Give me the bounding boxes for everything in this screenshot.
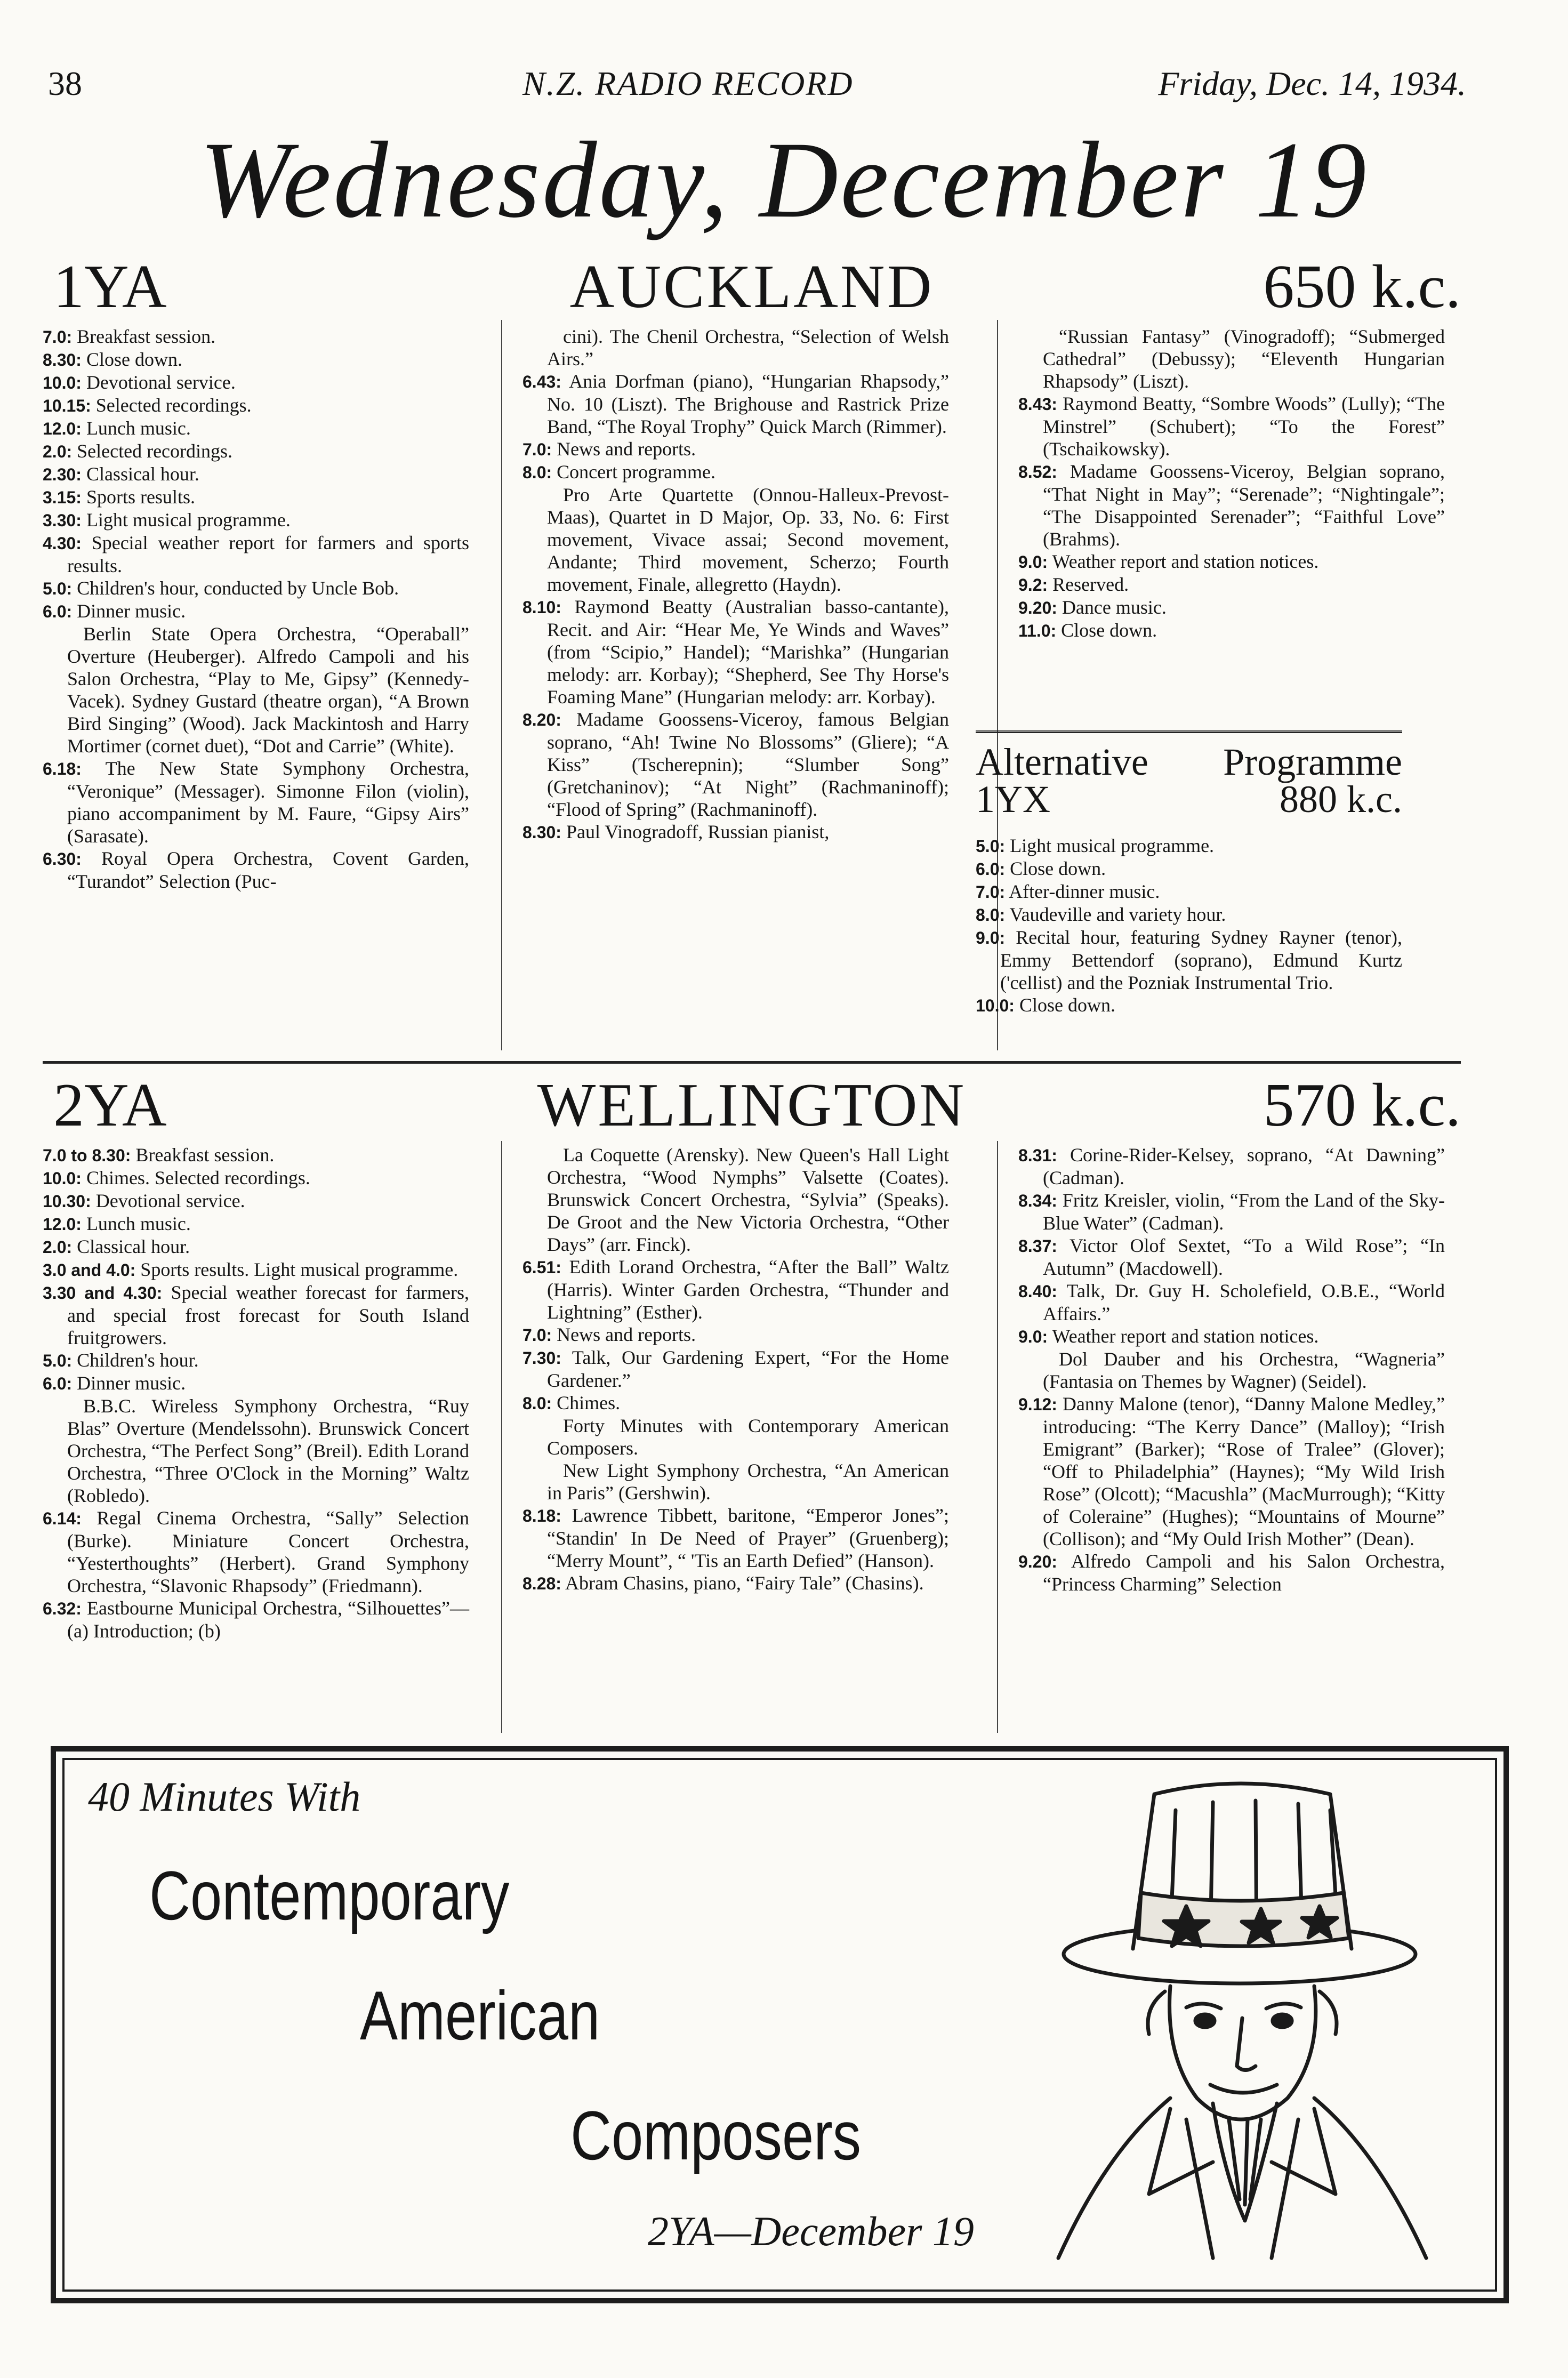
programme-time: 7.0: (522, 440, 552, 459)
programme-time: 10.30: (43, 1192, 91, 1211)
publication-name: N.Z. RADIO RECORD (522, 65, 854, 102)
column-divider (501, 1141, 502, 1733)
wellington-city: WELLINGTON (537, 1071, 967, 1139)
alternative-programme (976, 730, 1403, 1016)
programme-text: Paul Vinogradoff, Russian pianist, (566, 821, 830, 842)
programme-title: Programme (1223, 741, 1402, 783)
ad-line-3: American (360, 1977, 600, 2054)
programme-text: Ania Dorfman (piano), “Hungarian Rhapsody,” No. 10 (Liszt). The Brighouse and Rastrick Prize Band, “The Royal Trophy” Quick March (Rimmer). (547, 371, 949, 437)
wellington-column-3 (1018, 1144, 1445, 1595)
programme-item (43, 325, 469, 348)
programme-time: 2.0: (43, 1238, 73, 1257)
programme-time: 9.0: (976, 928, 1006, 947)
programme-item (43, 348, 469, 371)
programme-time: 8.0: (976, 905, 1006, 925)
programme-time: 8.37: (1018, 1236, 1057, 1256)
programme-item (43, 463, 469, 486)
programme-text: Selected recordings. (95, 395, 252, 416)
programme-text: Selected recordings. (77, 440, 233, 462)
programme-item (976, 926, 1402, 994)
issue-date: Friday, Dec. 14, 1934. (1158, 65, 1466, 102)
programme-item (522, 1392, 949, 1415)
programme-item (43, 1235, 469, 1258)
programme-text: B.B.C. Wireless Symphony Orchestra, “Ruy Blas” Overture (Mendelssohn). Brunswick Concert Orchestra, “The Perfect Song” (Breil). Edith Lorand Orchestra, “Three O'Clock in the Morning” Waltz (Robledo). (67, 1395, 469, 1506)
programme-item (522, 438, 949, 461)
programme-time: 2.0: (43, 442, 73, 461)
programme-text: Eastbourne Municipal Orchestra, “Silhouettes”—(a) Introduction; (b) (67, 1597, 470, 1642)
programme-time: 4.30: (43, 534, 82, 553)
programme-text: Classical hour. (77, 1236, 190, 1257)
programme-item (43, 1167, 469, 1190)
programme-item (43, 1372, 469, 1395)
programme-text: Dol Dauber and his Orchestra, “Wagneria” (Fantasia on Themes by Wagner) (Seidel). (1043, 1348, 1445, 1392)
ad-line-1: 40 Minutes With (88, 1773, 361, 1820)
programme-text: Chimes. Selected recordings. (86, 1167, 310, 1188)
programme-text: Raymond Beatty (Australian basso-cantante), Recit. and Air: “Hear Me, Ye Winds and Waves” (from “Scipio,” Handel); “Marishka” (Hungarian melody: arr. Korbay); “Shepherd, See Thy Horse's Foaming Mane” (Hungarian melody: arr. Korbay). (547, 596, 949, 708)
programme-time: 3.15: (43, 488, 82, 507)
programme-item (43, 440, 469, 463)
programme-item (976, 994, 1402, 1017)
programme-text: News and reports. (557, 438, 696, 460)
programme-time: 8.40: (1018, 1282, 1057, 1301)
programme-text: Vaudeville and variety hour. (1009, 904, 1226, 925)
programme-text: Close down. (1010, 858, 1106, 879)
programme-item (1018, 1280, 1445, 1325)
programme-text: Concert programme. (557, 461, 716, 483)
page-header (48, 53, 1466, 112)
programme-text: Lunch music. (86, 1213, 191, 1234)
programme-time: 10.0: (43, 373, 82, 392)
programme-text: “Russian Fantasy” (Vinogradoff); “Submerged Cathedral” (Debussy); “Eleventh Hungarian Rhapsody” (Liszt). (1043, 326, 1445, 392)
programme-item (522, 708, 949, 821)
programme-time: 6.14: (43, 1509, 82, 1528)
programme-time: 6.0: (43, 602, 73, 621)
programme-item (522, 1256, 949, 1323)
programme-text: Classical hour. (86, 463, 199, 485)
programme-text: Dinner music. (77, 600, 186, 622)
programme-item (1018, 392, 1445, 460)
programme-item (522, 596, 949, 708)
uncle-sam-illustration (1010, 1778, 1469, 2269)
programme-text: Berlin State Opera Orchestra, “Operaball” Overture (Heuberger). Alfredo Campoli and his Salon Orchestra, “Play to Me, Gipsy” (Kennedy-Vacek). Sydney Gustard (theatre organ), “A Brown Bird Singing” (Wood). Jack Mackintosh and Harry Mortimer (cornet duet), “Dot and Carrie” (White). (67, 623, 469, 757)
programme-time: 6.32: (43, 1599, 82, 1618)
programme-item (522, 1504, 949, 1572)
programme-time: 3.30: (43, 511, 82, 530)
programme-text: Raymond Beatty, “Sombre Woods” (Lully); “The Minstrel” (Schubert); “To the Forest” (Tschaikowsky). (1043, 393, 1445, 460)
auckland-column-3 (1018, 325, 1445, 642)
programme-text: After-dinner music. (1009, 881, 1160, 902)
programme-text: Sports results. Light musical programme. (140, 1259, 459, 1280)
programme-item (43, 486, 469, 509)
auckland-frequency: 650 k.c. (1263, 253, 1461, 321)
programme-item (1018, 573, 1445, 596)
programme-item (43, 1144, 469, 1167)
programme-item (1018, 596, 1445, 619)
programme-item (43, 417, 469, 440)
programme-text: Regal Cinema Orchestra, “Sally” Selection (Burke). Miniature Concert Orchestra, “Yesterthoughts” (Herbert). Grand Symphony Orchestra, “Slavonic Rhapsody” (Friedmann). (67, 1507, 469, 1596)
section-rule (43, 1061, 1461, 1064)
programme-time: 8.31: (1018, 1146, 1057, 1165)
programme-item (1018, 1550, 1445, 1595)
programme-text: Devotional service. (95, 1190, 245, 1211)
programme-text: Light musical programme. (1010, 835, 1215, 856)
programme-time: 5.0: (43, 579, 73, 598)
programme-text: News and reports. (557, 1324, 696, 1345)
programme-text: Children's hour. (77, 1349, 199, 1371)
programme-time: 9.12: (1018, 1395, 1057, 1414)
programme-item (43, 847, 469, 893)
programme-item (1018, 1189, 1445, 1234)
programme-time: 6.51: (522, 1258, 561, 1277)
programme-item (43, 371, 469, 394)
programme-time: 9.20: (1018, 598, 1057, 617)
programme-time: 8.10: (522, 598, 561, 617)
programme-time: 6.43: (522, 372, 561, 391)
programme-time: 8.43: (1018, 395, 1057, 414)
programme-time: 6.0: (976, 859, 1006, 879)
programme-text: Danny Malone (tenor), “Danny Malone Medley,” introducing: “The Kerry Dance” (Malloy); “Irish Emigrant” (Barker); “Rose of Tralee” (Glover); “Off to Philadelphia” (Haynes); “My Wild Irish Rose” (Olcott); “Macushla” (MacMurrough); “Kitty of Coleraine” (Hughes); “Mountains of Mourne” (Collison); and “My Ould Irish Mother” (Dean). (1043, 1393, 1445, 1549)
programme-item (522, 1346, 949, 1392)
programme-item (43, 1212, 469, 1235)
programme-time: 5.0: (976, 837, 1006, 856)
programme-item (1018, 1144, 1445, 1189)
programme-text: Forty Minutes with Contemporary American Composers. (547, 1415, 949, 1459)
auckland-column-2 (522, 325, 949, 843)
programme-text: Weather report and station notices. (1052, 1325, 1319, 1347)
programme-item (522, 325, 949, 370)
programme-item (1018, 1393, 1445, 1550)
programme-text: Breakfast session. (135, 1144, 275, 1166)
programme-item (43, 623, 469, 757)
programme-text: Chimes. (557, 1392, 621, 1413)
programme-item (43, 757, 469, 847)
programme-text: Breakfast session. (77, 326, 216, 347)
programme-time: 11.0: (1018, 621, 1057, 640)
programme-time: 3.30 and 4.30: (43, 1283, 163, 1303)
ad-line-5: 2YA—December 19 (648, 2208, 974, 2254)
alternative-title: Alternative (976, 741, 1148, 783)
programme-item (43, 532, 469, 577)
programme-time: 7.30: (522, 1348, 561, 1368)
programme-text: Close down. (1061, 620, 1157, 641)
programme-time: 8.52: (1018, 462, 1057, 481)
programme-text: Madame Goossens-Viceroy, Belgian soprano, “That Night in May”; “Serenade”; “Nightingale”; “The Disappointed Serenader”; “Faithful Love” (Brahms). (1043, 461, 1445, 550)
ad-line-4: Composers (570, 2096, 862, 2174)
programme-time: 6.30: (43, 849, 82, 869)
programme-text: Edith Lorand Orchestra, “After the Ball” Waltz (Harris). Winter Garden Orchestra, “Thunder and Lightning” (Esther). (547, 1256, 950, 1323)
programme-time: 7.0: (43, 327, 73, 347)
programme-text: The New State Symphony Orchestra, “Veronique” (Messager). Simonne Filon (violin), piano accompaniment by M. Faure, “Gipsy Airs” (Sarasate). (67, 758, 469, 847)
programme-time: 8.20: (522, 710, 561, 729)
wellington-header (43, 1069, 1461, 1144)
programme-text: Special weather forecast for farmers, and special frost forecast for South Island fruitgrowers. (67, 1282, 470, 1348)
programme-text: Corine-Rider-Kelsey, soprano, “At Dawning” (Cadman). (1043, 1144, 1445, 1188)
programme-time: 5.0: (43, 1351, 73, 1370)
wellington-column-1 (43, 1144, 469, 1642)
programme-text: Special weather report for farmers and sports results. (67, 532, 469, 576)
programme-text: Close down. (86, 349, 182, 370)
programme-text: Royal Opera Orchestra, Covent Garden, “Turandot” Selection (Puc- (67, 848, 470, 892)
programme-text: Madame Goossens-Viceroy, famous Belgian soprano, “Ah! Twine No Blossoms” (Gliere); “A Kiss” (Tscherepnin); “Slumber Song” (Gretchaninov); “At Night” (Rachmaninoff); “Flood of Spring” (Rachmaninoff). (547, 709, 950, 820)
programme-item (43, 1349, 469, 1372)
programme-time: 8.30: (43, 350, 82, 369)
programme-item (1018, 550, 1445, 573)
programme-text: Devotional service. (86, 372, 236, 393)
programme-item (43, 394, 469, 417)
programme-text: Light musical programme. (86, 509, 291, 531)
programme-time: 2.30: (43, 465, 82, 484)
programme-text: cini). The Chenil Orchestra, “Selection of Welsh Airs.” (547, 326, 949, 369)
programme-time: 3.0 and 4.0: (43, 1260, 136, 1280)
programme-time: 8.18: (522, 1506, 561, 1525)
programme-item (43, 1258, 469, 1281)
auckland-callsign: 1YA (53, 253, 167, 321)
programme-item (43, 1597, 469, 1642)
programme-text: Talk, Our Gardening Expert, “For the Home Gardener.” (547, 1347, 949, 1391)
programme-item (43, 509, 469, 532)
wellington-column-2 (522, 1144, 949, 1595)
programme-item (522, 821, 949, 843)
programme-time: 9.0: (1018, 552, 1048, 572)
programme-text: Talk, Dr. Guy H. Scholefield, O.B.E., “World Affairs.” (1043, 1280, 1445, 1324)
programme-time: 6.18: (43, 759, 82, 778)
programme-time: 8.28: (522, 1574, 561, 1593)
programme-item (43, 600, 469, 623)
programme-item (976, 857, 1402, 880)
programme-text: Close down. (1019, 994, 1115, 1016)
programme-text: Recital hour, featuring Sydney Rayner (tenor), Emmy Bettendorf (soprano), Edmund Kurtz ('cellist) and the Pozniak Instrumental Trio. (1000, 927, 1403, 993)
programme-text: La Coquette (Arensky). New Queen's Hall Light Orchestra, “Wood Nymphs” Valsette (Coates). Brunswick Concert Orchestra, “Sylvia” (Speaks). De Groot and the New Victoria Orchestra, “Other Days” (arr. Finck). (547, 1144, 949, 1255)
programme-time: 8.0: (522, 1394, 552, 1413)
programme-item (1018, 460, 1445, 550)
programme-item (976, 903, 1402, 926)
column-divider (501, 320, 502, 1050)
programme-time: 8.30: (522, 823, 561, 842)
programme-time: 9.0: (1018, 1327, 1048, 1346)
programme-item (976, 880, 1402, 903)
programme-item (43, 577, 469, 600)
programme-text: Lawrence Tibbett, baritone, “Emperor Jones”; “Standin' In De Need of Prayer” (Gruenberg); “Merry Mount”, “ 'Tis an Earth Defied” (Hanson). (547, 1505, 949, 1571)
programme-item (1018, 619, 1445, 642)
wellington-callsign: 2YA (53, 1071, 167, 1139)
programme-item (976, 834, 1402, 857)
programme-text: Children's hour, conducted by Uncle Bob. (77, 577, 399, 599)
alternative-list (976, 834, 1402, 1017)
ad-line-2: Contemporary (149, 1857, 510, 1934)
programme-time: 7.0: (522, 1325, 552, 1345)
programme-item (1018, 325, 1445, 392)
programme-time: 6.0: (43, 1374, 73, 1393)
programme-text: New Light Symphony Orchestra, “An American in Paris” (Gershwin). (547, 1460, 949, 1504)
programme-item (1018, 1234, 1445, 1280)
programme-text: Pro Arte Quartette (Onnou-Halleux-Prevost-Maas), Quartet in D Major, Op. 33, No. 6: First movement, Vivace assai; Second movement, Andante; Third movement, Scherzo; Fourth movement, Finale, allegretto (Haydn). (547, 484, 949, 595)
programme-item (1018, 1325, 1445, 1348)
programme-text: Reserved. (1052, 574, 1129, 595)
programme-time: 9.2: (1018, 575, 1048, 595)
programme-text: Abram Chasins, piano, “Fairy Tale” (Chasins). (565, 1572, 924, 1594)
programme-text: Victor Olof Sextet, “To a Wild Rose”; “In Autumn” (Macdowell). (1043, 1235, 1445, 1279)
programme-item (522, 461, 949, 484)
advertisement-box (51, 1746, 1509, 2303)
programme-time: 12.0: (43, 1215, 82, 1234)
auckland-header (43, 251, 1461, 325)
programme-text: Dance music. (1062, 597, 1167, 618)
programme-text: Fritz Kreisler, violin, “From the Land of the Sky-Blue Water” (Cadman). (1043, 1190, 1445, 1234)
programme-item (1018, 1348, 1445, 1393)
auckland-column-1 (43, 325, 469, 893)
programme-time: 10.0: (43, 1169, 82, 1188)
column-divider (997, 1141, 998, 1733)
alternative-frequency: 880 k.c. (1280, 778, 1402, 821)
page-number: 38 (48, 65, 82, 102)
programme-item (522, 1415, 949, 1459)
programme-text: Sports results. (86, 486, 195, 508)
programme-item (522, 484, 949, 596)
programme-time: 8.34: (1018, 1191, 1057, 1210)
alternative-header (976, 730, 1402, 821)
programme-time: 7.0 to 8.30: (43, 1146, 131, 1165)
programme-time: 8.0: (522, 463, 552, 482)
programme-time: 9.20: (1018, 1552, 1057, 1571)
programme-item (522, 1144, 949, 1256)
wellington-section (43, 1069, 1461, 1642)
programme-text: Dinner music. (77, 1372, 186, 1394)
programme-item (43, 1395, 469, 1507)
programme-item (43, 1507, 469, 1597)
programme-item (522, 1323, 949, 1346)
programme-time: 12.0: (43, 419, 82, 438)
programme-text: Weather report and station notices. (1052, 551, 1319, 572)
programme-time: 7.0: (976, 882, 1006, 902)
programme-item (522, 370, 949, 438)
programme-text: Alfredo Campoli and his Salon Orchestra, “Princess Charming” Selection (1043, 1550, 1445, 1595)
programme-item (522, 1459, 949, 1504)
day-title: Wednesday, December 19 (199, 119, 1369, 240)
auckland-city: AUCKLAND (569, 253, 934, 321)
wellington-frequency: 570 k.c. (1263, 1071, 1461, 1139)
programme-time: 10.0: (976, 996, 1015, 1015)
alternative-callsign: 1YX (976, 778, 1050, 821)
programme-time: 10.15: (43, 396, 91, 415)
programme-item (43, 1281, 469, 1349)
programme-item (522, 1572, 949, 1595)
programme-text: Lunch music. (86, 417, 191, 439)
programme-item (43, 1190, 469, 1212)
